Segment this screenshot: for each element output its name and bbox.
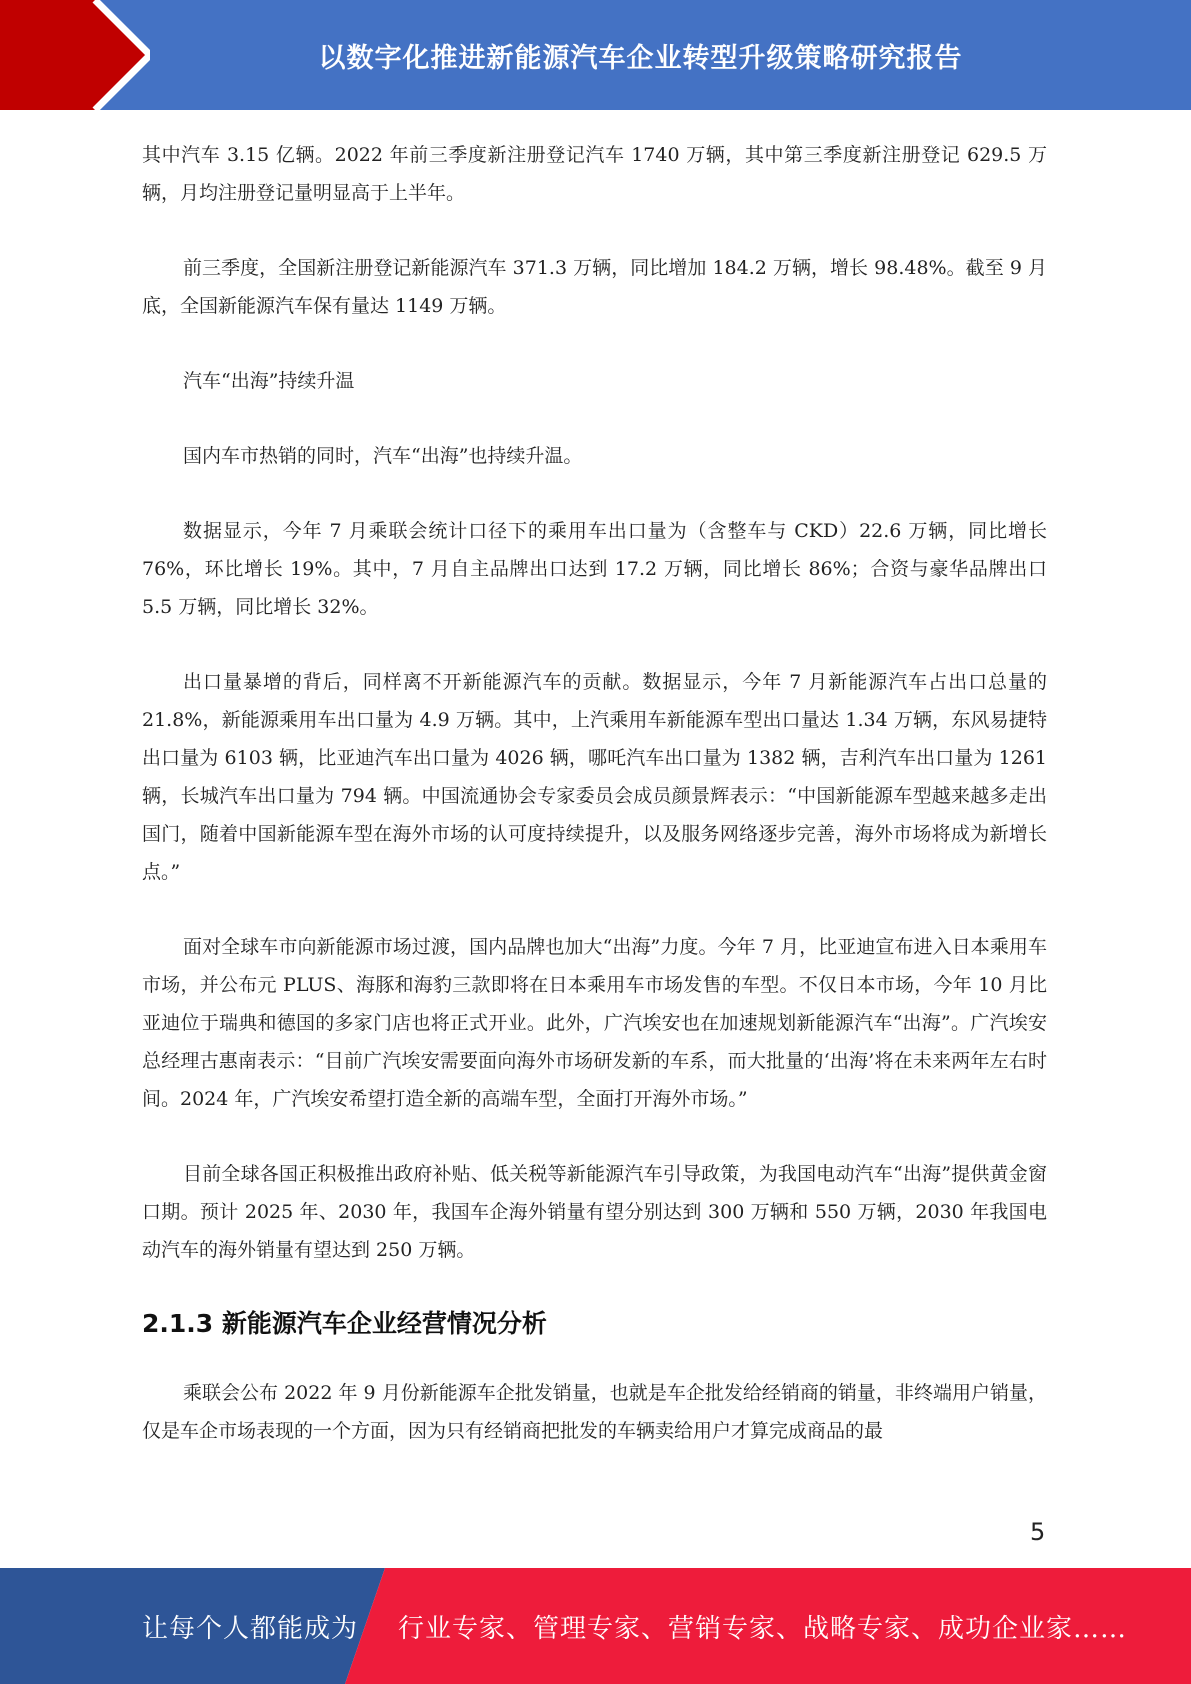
subheading-paragraph: 汽车“出海”持续升温 (183, 370, 355, 392)
page-header (0, 0, 1191, 110)
footer-slogan-left: 让每个人都能成为 (142, 1613, 359, 1644)
document-body (142, 136, 1047, 1487)
page-number: 5 (1030, 1518, 1046, 1546)
page-footer (0, 1568, 1191, 1684)
paragraph: 国内车市热销的同时，汽车“出海”也持续升温。 (183, 445, 583, 467)
paragraph: 目前全球各国正积极推出政府补贴、低关税等新能源汽车引导政策，为我国电动汽车“出海”提供黄金窗口期。预计 2025 年、2030 年，我国车企海外销量有望分别达到 300 万辆和 550 万辆，2030 年我国电动汽车的海外销量有望达到 250 万辆。 (142, 1163, 1047, 1261)
paragraph: 其中汽车 3.15 亿辆。2022 年前三季度新注册登记汽车 1740 万辆，其中第三季度新注册登记 629.5 万辆，月均注册登记量明显高于上半年。 (142, 144, 1047, 204)
paragraph: 出口量暴增的背后，同样离不开新能源汽车的贡献。数据显示，今年 7 月新能源汽车占出口总量的 21.8%，新能源乘用车出口量为 4.9 万辆。其中，上汽乘用车新能源车型出口量达 1.34 万辆，东风易捷特出口量为 6103 辆，比亚迪汽车出口量为 4026 辆，哪吒汽车出口量为 1382 辆，吉利汽车出口量为 1261 辆，长城汽车出口量为 794 辆。中国流通协会专家委员会成员颜景辉表示：“中国新能源车型越来越多走出国门，随着中国新能源车型在海外市场的认可度持续提升，以及服务网络逐步完善，海外市场将成为新增长点。” (142, 671, 1047, 883)
header-arrow-decoration (0, 0, 150, 110)
paragraph: 面对全球车市向新能源市场过渡，国内品牌也加大“出海”力度。今年 7 月，比亚迪宣布进入日本乘用车市场，并公布元 PLUS、海豚和海豹三款即将在日本乘用车市场发售的车型。不仅日本市场，今年 10 月比亚迪位于瑞典和德国的多家门店也将正式开业。此外，广汽埃安也在加速规划新能源汽车“出海”。广汽埃安总经理古惠南表示：“目前广汽埃安需要面向海外市场研发新的车系，而大批量的‘出海’将在未来两年左右时间。2024 年，广汽埃安希望打造全新的高端车型，全面打开海外市场。” (142, 936, 1047, 1110)
report-title: 以数字化推进新能源汽车企业转型升级策略研究报告 (318, 42, 963, 74)
footer-slogan-right: 行业专家、管理专家、营销专家、战略专家、成功企业家…… (398, 1613, 1128, 1644)
paragraph: 乘联会公布 2022 年 9 月份新能源车企批发销量，也就是车企批发给经销商的销量，非终端用户销量，仅是车企市场表现的一个方面，因为只有经销商把批发的车辆卖给用户才算完成商品的最 (142, 1382, 1047, 1442)
paragraph: 前三季度，全国新注册登记新能源汽车 371.3 万辆，同比增加 184.2 万辆，增长 98.48%。截至 9 月底，全国新能源汽车保有量达 1149 万辆。 (142, 257, 1047, 317)
section-heading: 2.1.3 新能源汽车企业经营情况分析 (142, 1309, 547, 1338)
paragraph: 数据显示，今年 7 月乘联会统计口径下的乘用车出口量为（含整车与 CKD）22.6 万辆，同比增长 76%，环比增长 19%。其中，7 月自主品牌出口达到 17.2 万辆，同比增长 86%；合资与豪华品牌出口 5.5 万辆，同比增长 32%。 (142, 520, 1047, 618)
